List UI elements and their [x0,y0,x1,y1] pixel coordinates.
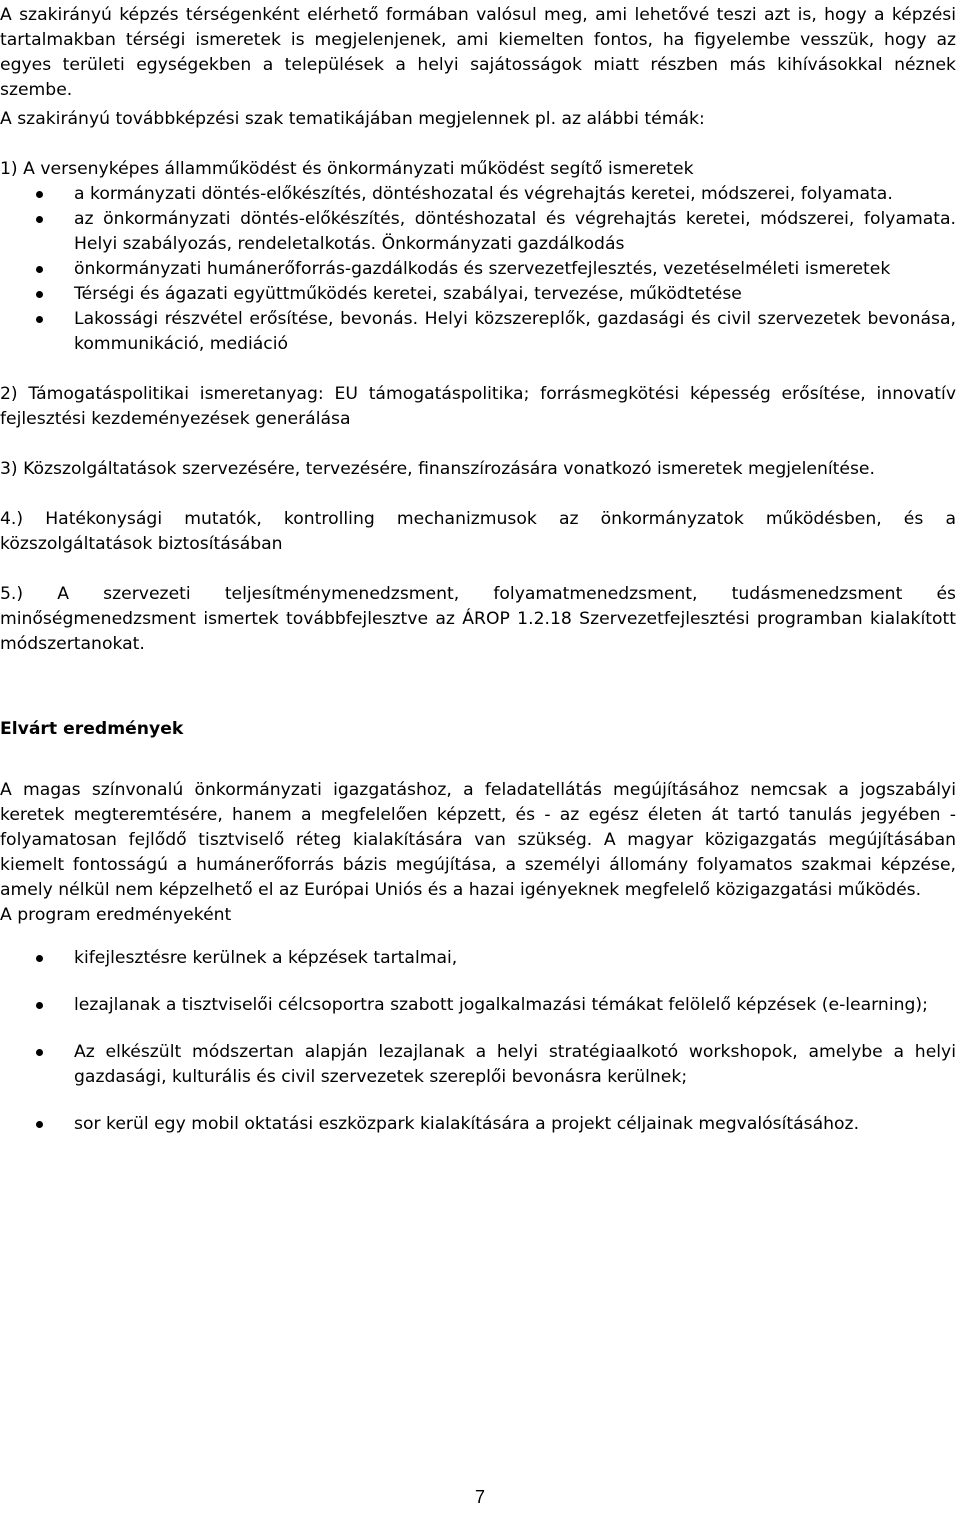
bullet-icon [36,191,43,198]
topic-1-heading: 1) A versenyképes államműködést és önkormányzati működést segítő ismeretek [0,159,694,179]
program-results-label: A program eredményeként [0,905,232,925]
list-item: a kormányzati döntés-előkészítés, döntéshozatal és végrehajtás keretei, módszerei, folyamata. [0,182,956,207]
topic-4: 4.) Hatékonysági mutatók, kontrolling mechanizmusok az önkormányzatok működésben, és a közszolgáltatások biztosításában [0,509,956,554]
list-item: kifejlesztésre kerülnek a képzések tartalmai, [0,946,956,971]
list-item: sor kerül egy mobil oktatási eszközpark kialakítására a projekt céljainak megvalósításához. [0,1112,956,1137]
list-item: lezajlanak a tisztviselői célcsoportra szabott jogalkalmazási témákat felölelő képzések (e-learning); [0,993,956,1018]
list-item: Az elkészült módszertan alapján lezajlanak a helyi stratégiaalkotó workshopok, amelybe a helyi gazdasági, kulturális és civil szervezetek szereplői bevonásra kerülnek; [0,1040,956,1090]
bullet-icon [36,291,43,298]
expected-results-paragraph: A magas színvonalú önkormányzati igazgatáshoz, a feladatellátás megújításához nemcsak a jogszabályi keretek megteremtésére, hanem a megfelelően képzett, és - az egész életen át tartó tanulás jegyében - folyamatosan fejlődő tisztviselő réteg kialakítására van szükség. A magyar közigazgatás megújításában kiemelt fontosságú a humánerőforrás bázis megújítása, a személyi állomány folyamatos szakmai képzése, amely nélkül nem képzelhető el az Európai Uniós és a hazai igényeknek megfelelő közigazgatási működés. [0,780,956,900]
list-item: az önkormányzati döntés-előkészítés, döntéshozatal és végrehajtás keretei, módszerei, folyamata. Helyi szabályozás, rendeletalkotás. Önkormányzati gazdálkodás [0,207,956,257]
section-heading: Elvárt eredmények [0,719,184,739]
bullet-icon [36,1121,43,1128]
topic-2: 2) Támogatáspolitikai ismeretanyag: EU támogatáspolitika; forrásmegkötési képesség erősítése, innovatív fejlesztési kezdeményezések generálása [0,384,956,429]
topic-1-bullet-list [0,182,956,357]
bullet-icon [36,216,43,223]
bullet-icon [36,1002,43,1009]
list-item: Lakossági részvétel erősítése, bevonás. Helyi közszereplők, gazdasági és civil szervezetek bevonása, kommunikáció, mediáció [0,307,956,357]
bullet-icon [36,955,43,962]
bullet-icon [36,316,43,323]
program-results-list [0,946,956,1137]
list-item: önkormányzati humánerőforrás-gazdálkodás és szervezetfejlesztés, vezetéselméleti ismeretek [0,257,956,282]
topics-intro-line: A szakirányú továbbképzési szak tematikájában megjelennek pl. az alábbi témák: [0,109,705,129]
bullet-icon [36,1049,43,1056]
page-number: 7 [474,1487,485,1507]
list-item: Térségi és ágazati együttműködés keretei, szabályai, tervezése, működtetése [0,282,956,307]
bullet-icon [36,266,43,273]
topic-3: 3) Közszolgáltatások szervezésére, tervezésére, finanszírozására vonatkozó ismeretek megjelenítése. [0,459,875,479]
intro-paragraph: A szakirányú képzés térségenként elérhető formában valósul meg, ami lehetővé teszi azt is, hogy a képzési tartalmakban térségi ismeretek is megjelenjenek, ami kiemelten fontos, ha figyelembe vesszük, hogy az egyes területi egységekben a települések a helyi sajátosságok miatt részben más kihívásokkal néznek szembe. [0,5,956,100]
document-page [0,3,956,1159]
topic-5: 5.) A szervezeti teljesítménymenedzsment, folyamatmenedzsment, tudásmenedzsment és minőségmenedzsment ismertek továbbfejlesztve az ÁROP 1.2.18 Szervezetfejlesztési programban kialakított módszertanokat. [0,584,956,654]
